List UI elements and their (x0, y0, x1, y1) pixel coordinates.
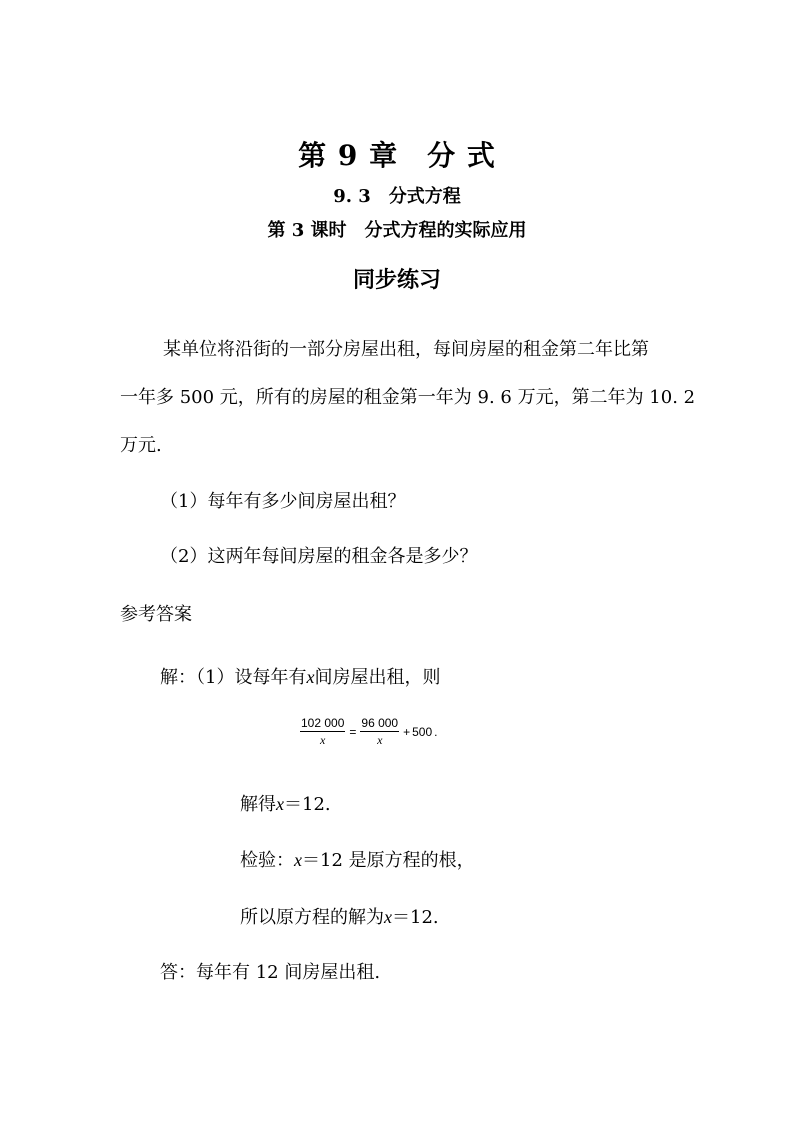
variable-x: x (276, 794, 284, 814)
setup-prefix: 解：（1）设每年有 (160, 667, 307, 688)
chapter-title: 第 9 章 分 式 (298, 139, 496, 172)
check-suffix: ＝12 是原方程的根， (302, 850, 475, 871)
setup-suffix: 间房屋出租，则 (314, 667, 441, 688)
problem-line-1: 某单位将沿街的一部分房屋出租，每间房屋的租金第二年比第 (163, 339, 649, 360)
problem-line-2: 一年多 500 元，所有的房屋的租金第一年为 9. 6 万元，第二年为 10. 2 (120, 387, 696, 408)
variable-x: x (384, 907, 392, 927)
variable-x: x (294, 850, 302, 870)
section-title: 9. 3 分式方程 (333, 186, 461, 207)
question-1: （1）每年有多少间房屋出租？ (160, 491, 406, 512)
final-answer: 答：每年有 12 间房屋出租. (160, 962, 381, 983)
fraction-right (360, 716, 399, 748)
solve-line (240, 790, 331, 816)
practice-heading: 同步练习 (352, 267, 441, 293)
problem-line-3: 万元. (120, 435, 162, 456)
fraction-right-numerator: 96 000 (361, 716, 399, 730)
solution-setup (160, 663, 440, 689)
root-suffix: ＝12. (392, 907, 439, 928)
fraction-left (300, 716, 345, 748)
lesson-title: 第 3 课时 分式方程的实际应用 (267, 220, 527, 241)
variable-x: x (306, 667, 315, 687)
check-line (240, 846, 475, 872)
equation (298, 716, 440, 748)
root-prefix: 所以原方程的解为 (240, 907, 384, 928)
answer-heading: 参考答案 (120, 604, 192, 625)
fraction-right-denominator: x (377, 733, 383, 747)
solve-prefix: 解得 (240, 794, 276, 815)
equation-period: . (434, 725, 438, 739)
question-2: （2）这两年每间房屋的租金各是多少？ (160, 546, 478, 567)
root-line (240, 903, 439, 929)
fraction-left-denominator: x (320, 733, 326, 747)
constant-term: 500 (412, 725, 433, 739)
solve-suffix: ＝12. (284, 794, 331, 815)
plus-sign: + (403, 725, 411, 739)
equals-sign: = (349, 725, 357, 739)
check-prefix: 检验： (240, 850, 294, 871)
fraction-left-numerator: 102 000 (301, 716, 345, 730)
